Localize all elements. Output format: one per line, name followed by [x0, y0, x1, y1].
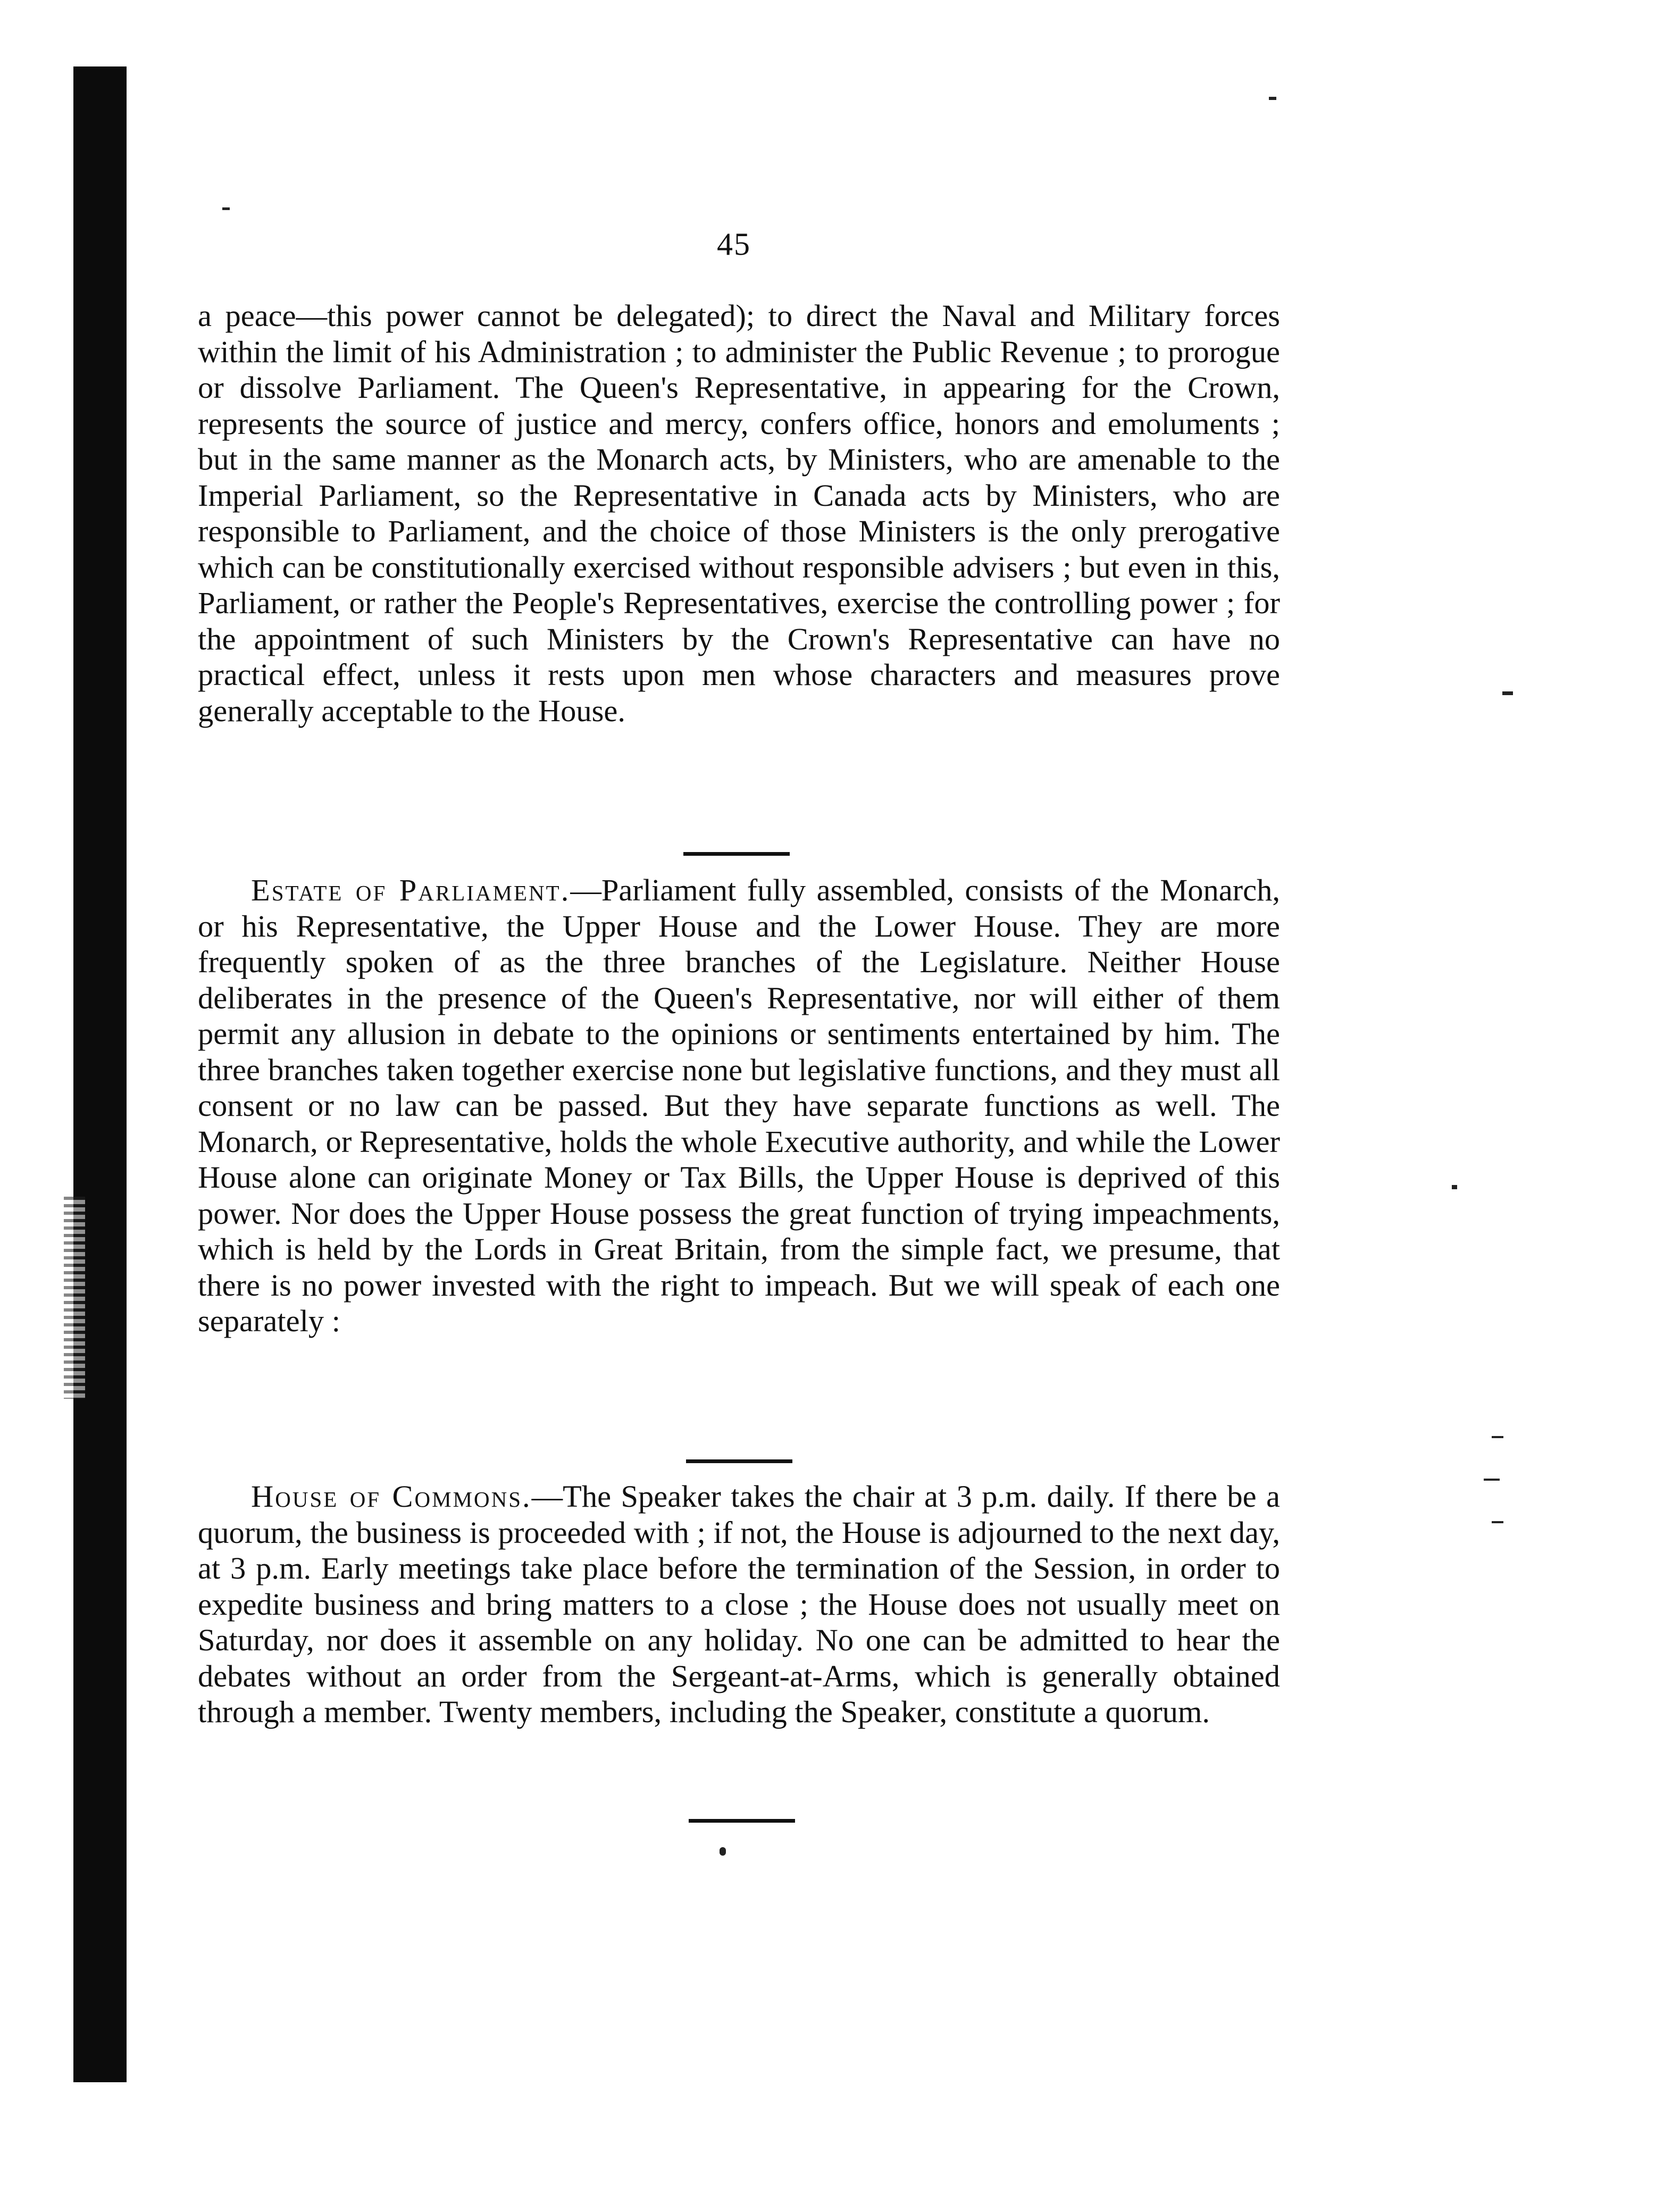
section-divider: [686, 1459, 792, 1463]
scan-speck: [222, 207, 230, 210]
scan-speck: [1452, 1185, 1457, 1189]
scan-speck: [1502, 691, 1513, 695]
section-heading-house-of-commons: House of Commons.: [251, 1479, 532, 1514]
scan-speck: [1484, 1479, 1500, 1481]
section-divider: [683, 852, 790, 856]
scan-speck: [1269, 97, 1276, 100]
scan-speck: [720, 1847, 726, 1856]
paragraph-text: —The Speaker takes the chair at 3 p.m. daily. If there be a quorum, the business is proceeded with ; if not, the House is adjourned to the next day, at 3 p.m. Early meetings take place before the termination of the Session, in order to expedite business and bring matters to a close ; the House does not usually meet on Saturday, nor does it assemble on any holiday. No one can be admitted to hear the debates without an order from the Sergeant-at-Arms, which is generally obtained through a member. Twenty members, including the Speaker, constitute a quorum.: [198, 1479, 1280, 1729]
paragraph-text: —Parliament fully assembled, consists of the Monarch, or his Representative, the Upper House and the Lower House. They are more frequently spoken of as the three branches of the Legislature. Neither House deliberates in the presence of the Queen's Representative, nor will either of them permit any allusion in debate to the opinions or sentiments entertained by him. The three branches taken together exercise none but legislative functions, and they must all consent or no law can be passed. But they have separate functions as well. The Monarch, or Representative, holds the whole Executive authority, and while the Lower House alone can originate Money or Tax Bills, the Upper House is deprived of this power. Nor does the Upper House possess the great function of trying impeachments, which is held by the Lords in Great Britain, from the simple fact, we presume, that there is no power invested with the right to impeach. But we will speak of each one separately :: [198, 873, 1280, 1338]
paragraph-house-of-commons: [198, 1479, 1280, 1730]
page-number: 45: [717, 227, 751, 262]
book-binding-shadow: [73, 66, 127, 2082]
paragraph-continuation: [198, 298, 1280, 729]
binding-edge-speckle: [64, 1197, 85, 1399]
paragraph-estate-of-parliament: [198, 872, 1280, 1339]
scan-speck: [1492, 1436, 1503, 1438]
section-divider: [689, 1819, 795, 1823]
section-heading-estate-of-parliament: Estate of Parliament.: [251, 873, 571, 907]
scan-speck: [1492, 1521, 1503, 1523]
paragraph-text: a peace—this power cannot be delegated); to direct the Naval and Military forces within the limit of his Administration ; to administer the Public Revenue ; to prorogue or dissolve Parliament. The Queen's Representative, in appearing for the Crown, represents the source of justice and mercy, confers office, honors and emoluments ; but in the same manner as the Monarch acts, by Ministers, who are amenable to the Imperial Parliament, so the Representative in Canada acts by Ministers, who are responsible to Parliament, and the choice of those Ministers is the only prerogative which can be constitutionally exercised without responsible advisers ; but even in this, Parliament, or rather the People's Representatives, exercise the controlling power ; for the appointment of such Ministers by the Crown's Representative can have no practical effect, unless it rests upon men whose characters and measures prove generally acceptable to the House.: [198, 298, 1280, 728]
